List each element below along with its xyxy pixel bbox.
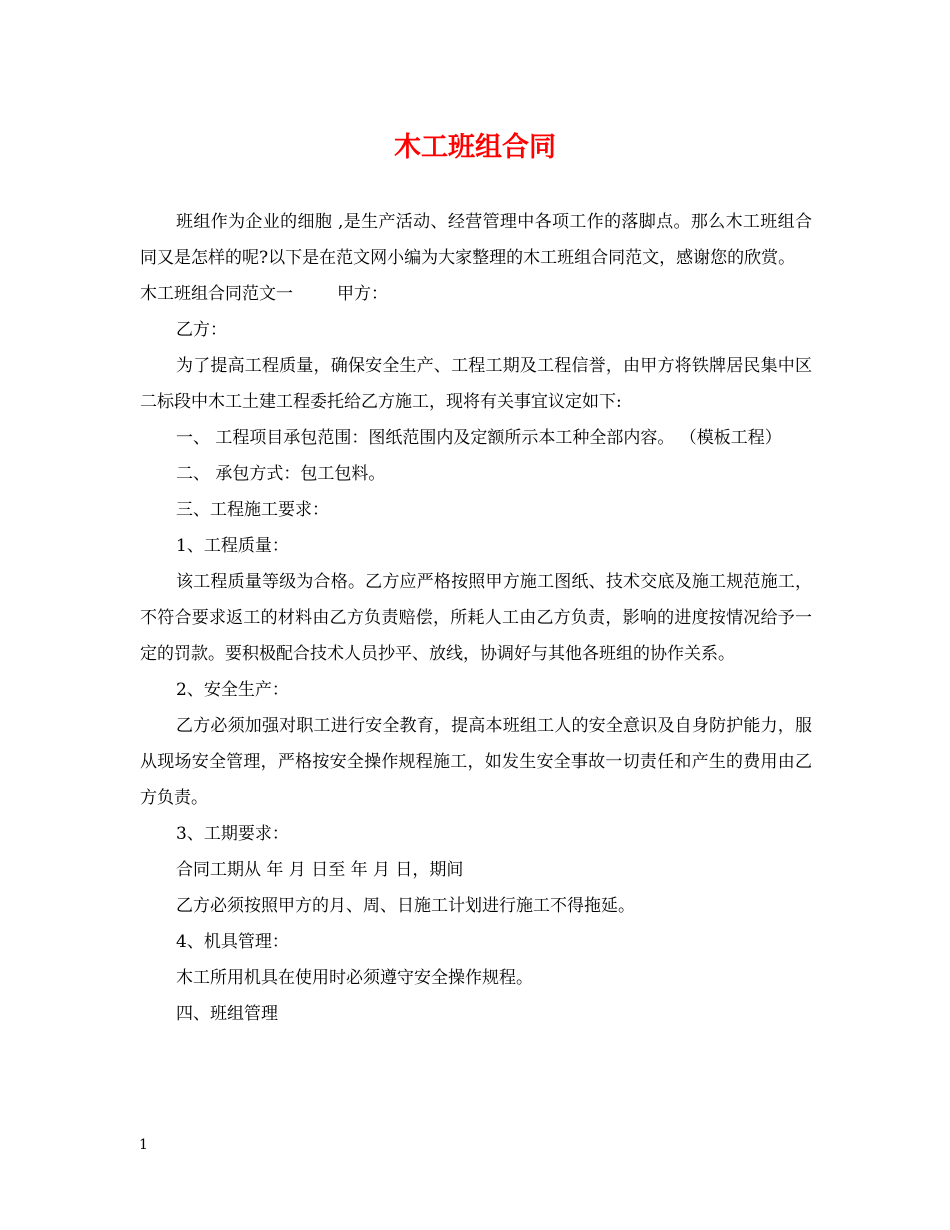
sample-heading: 木工班组合同范文一 bbox=[140, 284, 293, 304]
contract-party-line bbox=[140, 276, 812, 312]
purpose-paragraph: 为了提高工程质量，确保安全生产、工程工期及工程信誉，由甲方将铁牌居民集中区二标段中木工土建工程委托给乙方施工，现将有关事宜议定如下: bbox=[140, 356, 812, 412]
safety-paragraph: 乙方必须加强对职工进行安全教育，提高本班组工人的安全意识及自身防护能力，服从现场安全管理，严格按安全操作规程施工，如发生安全事故一切责任和产生的费用由乙方负责。 bbox=[140, 716, 812, 808]
team-management-heading: 四、班组管理 bbox=[176, 1004, 278, 1024]
requirements-heading: 三、工程施工要求： bbox=[176, 500, 329, 520]
party-a-label: 甲方： bbox=[337, 284, 388, 304]
party-b-label: 乙方： bbox=[176, 320, 227, 340]
schedule-heading: 3、工期要求： bbox=[176, 824, 289, 844]
document-body bbox=[140, 204, 812, 1032]
scope-paragraph: 一、 工程项目承包范围：图纸范围内及定额所示本工种全部内容。 （模板工程） bbox=[176, 428, 782, 448]
schedule-dates: 合同工期从 年 月 日至 年 月 日，期间 bbox=[176, 860, 464, 880]
schedule-paragraph: 乙方必须按照甲方的月、周、日施工计划进行施工不得拖延。 bbox=[176, 896, 635, 916]
page-number: 1 bbox=[139, 1137, 148, 1153]
safety-heading: 2、安全生产： bbox=[176, 680, 289, 700]
contract-method-paragraph: 二、 承包方式：包工包料。 bbox=[176, 464, 386, 484]
document-title: 木工班组合同 bbox=[394, 132, 556, 163]
quality-paragraph: 该工程质量等级为合格。乙方应严格按照甲方施工图纸、技术交底及施工规范施工，不符合要求返工的材料由乙方负责赔偿，所耗人工由乙方负责，影响的进度按情况给予一定的罚款。要积极配合技术人员抄平、放线，协调好与其他各班组的协作关系。 bbox=[140, 572, 812, 664]
quality-heading: 1、工程质量： bbox=[176, 536, 289, 556]
equipment-paragraph: 木工所用机具在使用时必须遵守安全操作规程。 bbox=[176, 968, 533, 988]
equipment-heading: 4、机具管理： bbox=[176, 932, 289, 952]
intro-paragraph: 班组作为企业的细胞 ,是生产活动、经营管理中各项工作的落脚点。那么木工班组合同又是怎样的呢?以下是在范文网小编为大家整理的木工班组合同范文，感谢您的欣赏。 bbox=[140, 212, 812, 268]
